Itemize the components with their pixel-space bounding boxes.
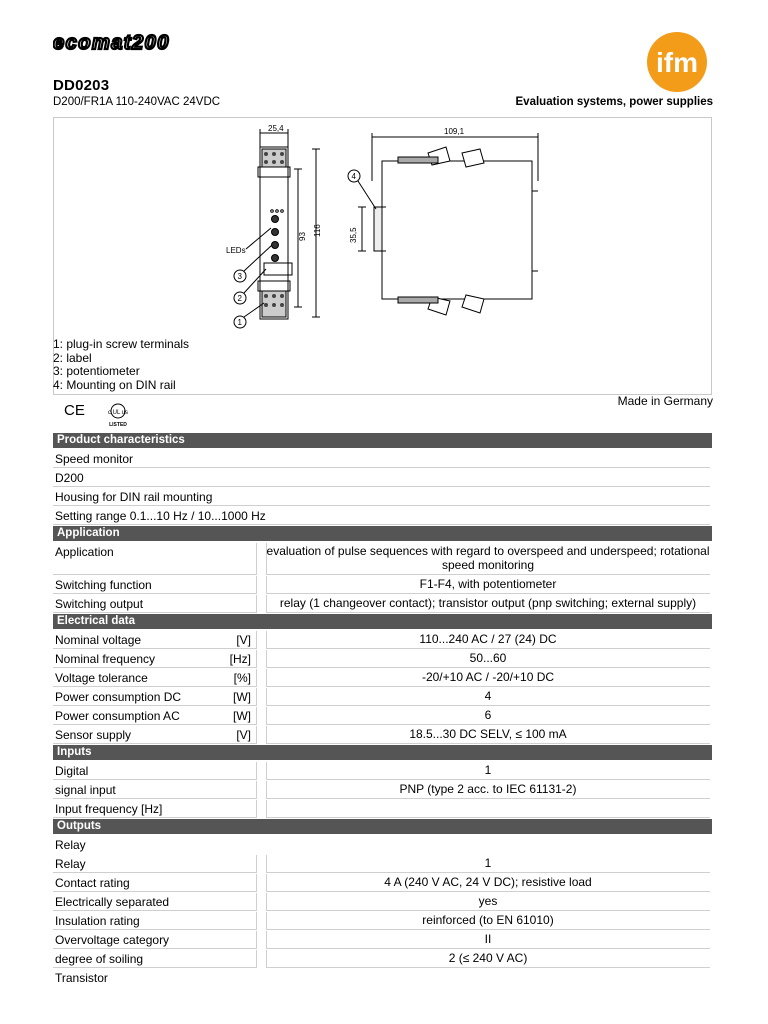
- front-view: [226, 124, 322, 328]
- svg-text:ifm: ifm: [656, 47, 698, 78]
- made-in-germany: Made in Germany: [617, 394, 713, 408]
- spec-row: Switching function F1-F4, with potentiometer: [53, 576, 712, 595]
- svg-text:25,4: 25,4: [268, 124, 284, 133]
- svg-text:c UL us: c UL us: [107, 410, 129, 416]
- svg-text:116: 116: [313, 224, 322, 237]
- subheading-relay: Relay: [55, 838, 86, 852]
- side-view: [348, 127, 538, 315]
- spec-row: Digital 1: [53, 762, 712, 781]
- legend-item: 4: Mounting on DIN rail: [53, 377, 176, 392]
- ce-mark-icon: [64, 401, 86, 417]
- legend-item: 3: potentiometer: [53, 364, 140, 378]
- svg-text:2: 2: [237, 294, 242, 303]
- dimension-drawing: [176, 121, 590, 337]
- spec-row: Insulation rating reinforced (to EN 61010): [53, 912, 712, 931]
- section-header-product-characteristics: Product characteristics: [53, 433, 712, 448]
- spec-row: Switching output relay (1 changeover contact); transistor output (pnp switching; external supply): [53, 595, 712, 614]
- section-header-electrical-data: Electrical data: [53, 614, 712, 629]
- spec-row: Sensor supply [V] 18.5...30 DC SELV, ≤ 100 mA: [53, 726, 712, 745]
- svg-text:CE: CE: [64, 402, 85, 417]
- spec-row: Overvoltage category II: [53, 931, 712, 950]
- section-header-application: Application: [53, 526, 712, 541]
- spec-row: Relay 1: [53, 855, 712, 874]
- subheading-transistor: Transistor: [55, 971, 108, 985]
- spec-row: Housing for DIN rail mounting: [53, 488, 712, 507]
- product-code: DD0203: [53, 77, 110, 94]
- svg-text:LISTED: LISTED: [109, 422, 127, 428]
- ul-listed-mark-icon: [98, 402, 138, 428]
- spec-row: Setting range 0.1...10 Hz / 10...1000 Hz: [53, 507, 712, 526]
- spec-row: Nominal voltage [V] 110...240 AC / 27 (24) DC: [53, 631, 712, 650]
- spec-row: Speed monitor: [53, 450, 712, 469]
- specification-tables: [53, 433, 712, 988]
- ifm-logo: [646, 31, 708, 93]
- svg-text:93: 93: [298, 232, 307, 241]
- svg-text:LEDs: LEDs: [226, 246, 246, 255]
- drawing-legend: [53, 338, 189, 392]
- spec-row: Power consumption AC [W] 6: [53, 707, 712, 726]
- spec-row: Input frequency [Hz]: [53, 800, 712, 819]
- spec-row: Voltage tolerance [%] -20/+10 AC / -20/+10 DC: [53, 669, 712, 688]
- legend-item: 1: plug-in screw terminals: [53, 337, 190, 351]
- svg-text:4: 4: [351, 172, 356, 181]
- product-description: D200/FR1A 110-240VAC 24VDC: [53, 96, 221, 108]
- svg-text:109,1: 109,1: [444, 127, 465, 136]
- section-header-inputs: Inputs: [53, 745, 712, 760]
- spec-row: Contact rating 4 A (240 V AC, 24 V DC); resistive load: [53, 874, 712, 893]
- spec-row: D200: [53, 469, 712, 488]
- svg-text:3: 3: [237, 272, 242, 281]
- spec-row: Power consumption DC [W] 4: [53, 688, 712, 707]
- spec-row: signal input PNP (type 2 acc. to IEC 61131-2): [53, 781, 712, 800]
- section-header-outputs: Outputs: [53, 819, 712, 834]
- product-category: Evaluation systems, power supplies: [515, 96, 713, 108]
- svg-text:35,5: 35,5: [349, 227, 358, 243]
- spec-row: Nominal frequency [Hz] 50...60: [53, 650, 712, 669]
- svg-text:ecomat200: ecomat200: [53, 32, 170, 54]
- spec-row: Electrically separated yes: [53, 893, 712, 912]
- legend-item: 2: label: [53, 350, 92, 365]
- svg-text:1: 1: [237, 318, 242, 327]
- spec-row: Application evaluation of pulse sequences with regard to overspeed and underspeed; rotational speed monitoring: [53, 543, 712, 576]
- spec-row: degree of soiling 2 (≤ 240 V AC): [53, 950, 712, 969]
- ecomat200-wordmark: [53, 32, 235, 54]
